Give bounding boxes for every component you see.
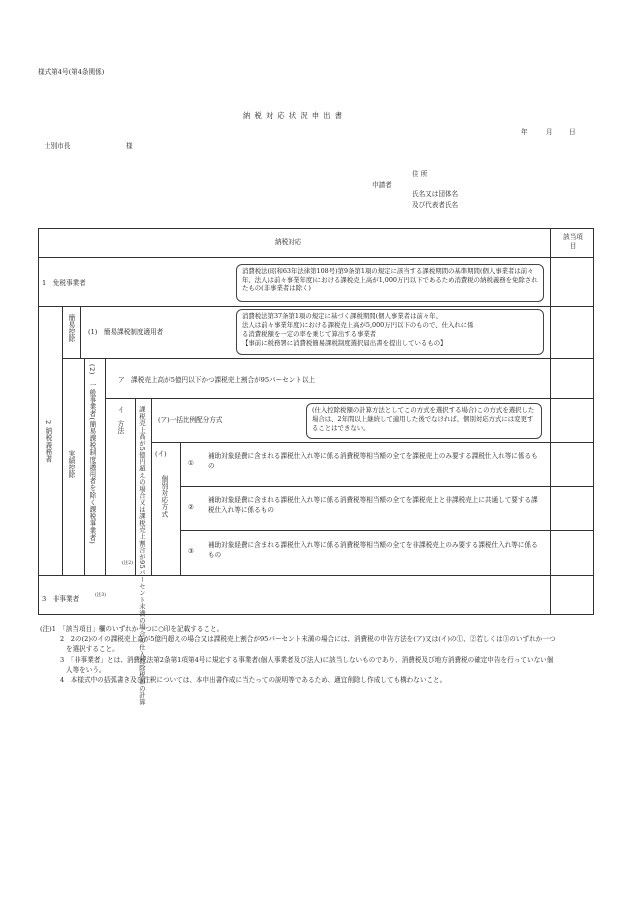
lump-sum-note: (仕入控除税額の計算方法としてこの方式を選択する場合)この方式を選択した場合は、2年間以上継続して適用した後でなければ、個別対応方式には変更することはできない。 — [306, 403, 542, 439]
notes — [38, 624, 558, 685]
simplified-note-line: る消費税額を一定の率を乗じて算出する事業者 — [242, 329, 377, 338]
applicant-label: 申請者 — [372, 181, 392, 189]
note-1: (注)1 「該当項目」欄のいずれか一つに○印を記載すること。 — [40, 625, 224, 633]
simplified-note-line: 【事前に税務署に消費税簡易課税制度選択届出書を提出しているもの】 — [242, 338, 447, 347]
addressee-mayor: 士別市長 — [44, 142, 71, 150]
date-year: 年 — [521, 128, 528, 136]
method-b-desc: 課税売上高が5億円超えの場合又は課税売上割合が95パーセント未満の場合の仕入控除税額の計算 — [137, 406, 145, 706]
page-title: 納 税 対 応 状 況 申 出 書 — [243, 111, 343, 120]
general-business-label: (2) 一般事業者(簡易課税制度適用者を除く課税事業者) — [87, 364, 96, 545]
date-month: 月 — [546, 128, 553, 136]
note-4: 4 本様式中の括弧書き及び注釈については、本申出書作成に当たっての説明等であるため、適宜削除し作成しても構わないこと。 — [60, 676, 447, 685]
actual-group: 実績控除 — [66, 450, 75, 479]
option-1-num: ① — [188, 459, 194, 467]
row-non-business-note: (注3) — [95, 593, 106, 598]
addressee-honorific: 様 — [126, 142, 133, 150]
address-label: 住 所 — [412, 170, 428, 178]
option-3-num: ③ — [188, 547, 194, 555]
option-1-text: 補助対象経費に含まれる課税仕入れ等に係る消費税等相当額の全てを課税売上のみ要する課税仕入れ等に係るもの — [208, 452, 538, 471]
row-exempt-note: 消費税法(昭和63年法律第108号)第9条第1項の規定に該当する課税期間の基準期間(個人事業者は前々年、法人は前々事業年度)における課税売上高が1,000万円以下であるため消費税の納税義務を免除されたもの(非事業者は除く) — [236, 264, 544, 302]
simplified-item: (1) 簡易課税制度適用者 — [88, 328, 164, 336]
individual-label: (イ) — [155, 450, 167, 458]
lump-sum-method: (ア)一括比例配分方式 — [158, 416, 223, 424]
method-b-note: (注2) — [122, 561, 133, 566]
option-2-num: ② — [188, 503, 194, 511]
representative-label: 及び代表者氏名 — [412, 201, 459, 209]
individual-method: 個別対応方式 — [159, 475, 168, 518]
row-non-business-label: 3 非事業者 — [42, 595, 80, 603]
option-3-text: 補助対象経費に含まれる課税仕入れ等に係る消費税等相当額の全てを非課税売上のみ要する課税仕入れ等に係るもの — [208, 541, 538, 560]
simplified-note — [236, 309, 544, 355]
simplified-note-line: 消費税法第37条第1項の規定に基づく課税期間(個人事業者は前々年、 — [242, 312, 443, 320]
date-day: 日 — [569, 128, 576, 136]
header-response: 納税対応 — [275, 238, 302, 246]
note-2: 2 2の(2)のイの課税売上高が5億円超えの場合又は課税売上割合が95パーセント未満の場合には、消費税の申告方法を(ア)又は(イ)の①、②若しくは③のいずれか一つを選択すること。 — [60, 635, 556, 654]
name-label: 氏名又は団体名 — [412, 190, 459, 198]
row-taxpayer-label: 2 納税義務者 — [43, 420, 52, 463]
form-number: 様式第4号(第4条関係) — [38, 68, 105, 76]
header-applicable: 該当項目 — [563, 233, 583, 250]
option-2-text: 補助対象経費に含まれる課税仕入れ等に係る消費税等相当額の全てを課税売上と非課税売上に共通して要する課税仕入れ等に係るもの — [208, 496, 538, 515]
method-b-label: イ 方法 — [115, 406, 124, 435]
simplified-note-line: 法人は前々事業年度)における課税売上高が5,000万円以下のもので、仕入れに係 — [242, 320, 474, 329]
row-exempt-label: 1 免税事業者 — [42, 279, 86, 287]
note-3: 3 「非事業者」とは、消費税法第2条第1項第4号に規定する事業者(個人事業者及び法人)に該当しないものであり、消費税及び地方消費税の確定申告を行っていない個人等をいう。 — [60, 655, 554, 674]
simplified-group: 簡易控除 — [66, 314, 75, 343]
option-a: ア 課税売上高が5億円以下かつ課税売上割合が95パーセント以上 — [118, 376, 316, 384]
